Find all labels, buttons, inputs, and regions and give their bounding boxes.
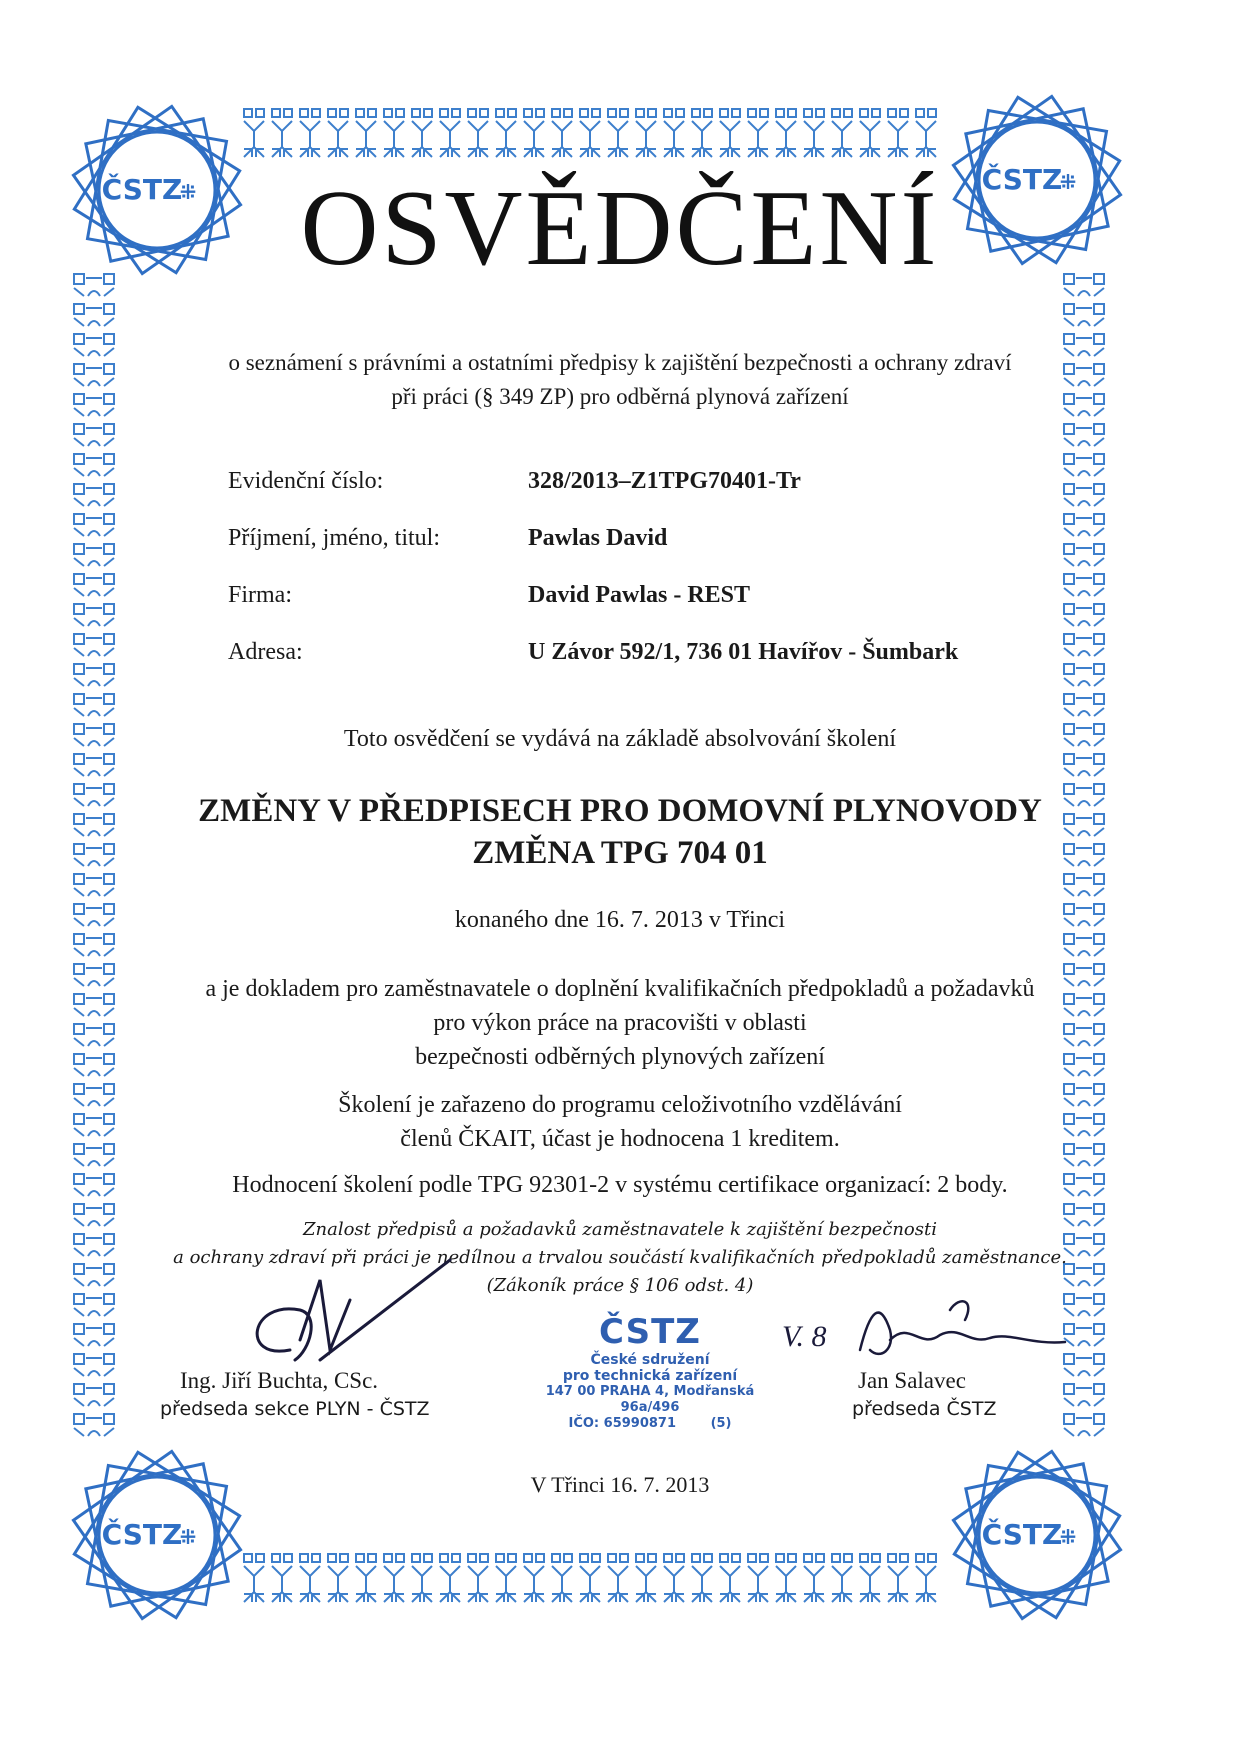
svg-text:ČSTZ: ČSTZ	[981, 163, 1063, 196]
svg-text:ČSTZ: ČSTZ	[101, 1518, 183, 1551]
proof-line-2: pro výkon práce na pracovišti v oblasti	[433, 1010, 807, 1036]
note-line-3: (Zákoník práce § 106 odst. 4)	[486, 1275, 754, 1296]
field-value-address: U Závor 592/1, 736 01 Havířov - Šumbark	[528, 639, 959, 665]
svg-text:ČSTZ: ČSTZ	[981, 1518, 1063, 1551]
signature-right	[840, 1290, 1070, 1380]
signatory-right-role: předseda ČSTZ	[852, 1398, 997, 1420]
stamp-line-4: IČO: 65990871	[568, 1416, 677, 1431]
subtitle-line-1: o seznámení s právními a ostatními předpisy k zajištění bezpečnosti a ochrany zdraví	[228, 350, 1012, 375]
field-value-record-number: 328/2013–Z1TPG70401-Tr	[528, 468, 801, 494]
field-label-company: Firma:	[228, 582, 292, 608]
certificate-title: OSVĚDČENÍ	[300, 169, 940, 288]
signature-left	[220, 1240, 460, 1380]
course-date-place: konaného dne 16. 7. 2013 v Třinci	[454, 907, 786, 933]
border-top	[240, 105, 940, 161]
signature-note: V. 8	[782, 1320, 827, 1353]
svg-text:⁜: ⁜	[179, 1525, 197, 1549]
field-label-name: Příjmení, jméno, titul:	[228, 525, 440, 551]
program-line-1: Školení je zařazeno do programu celoživotního vzdělávání	[338, 1092, 902, 1118]
proof-line-3: bezpečnosti odběrných plynových zařízení	[415, 1044, 825, 1070]
signatory-left-name: Ing. Jiří Buchta, CSc.	[180, 1368, 379, 1393]
signatory-left-role: předseda sekce PLYN - ČSTZ	[160, 1398, 430, 1420]
signatory-right-name: Jan Salavec	[858, 1368, 966, 1393]
stamp-line-2: pro technická zařízení	[562, 1368, 738, 1384]
program-line-2: členů ČKAIT, účast je hodnocena 1 kreditem.	[400, 1126, 840, 1152]
subtitle-line-2: při práci (§ 349 ZP) pro odběrná plynová zařízení	[391, 384, 849, 409]
field-label-address: Adresa:	[228, 639, 303, 665]
svg-text:⁜: ⁜	[179, 180, 197, 204]
stamp-mark: (5)	[710, 1416, 732, 1431]
note-line-1: Znalost předpisů a požadavků zaměstnavatele k zajištění bezpečnosti	[302, 1219, 938, 1240]
place-and-date: V Třinci 16. 7. 2013	[530, 1472, 710, 1497]
proof-line-1: a je dokladem pro zaměstnavatele o doplnění kvalifikačních předpokladů a požadavků	[205, 976, 1035, 1002]
svg-text:⁜: ⁜	[1059, 1525, 1077, 1549]
note-line-2: a ochrany zdraví při práci je nedílnou a trvalou součástí kvalifikačních předpokladů zaměstnance.	[173, 1247, 1067, 1268]
field-value-company: David Pawlas - REST	[528, 582, 751, 608]
border-bottom	[240, 1550, 940, 1606]
course-title-line-1: ZMĚNY V PŘEDPISECH PRO DOMOVNÍ PLYNOVODY	[198, 793, 1042, 829]
field-label-record-number: Evidenční číslo:	[228, 468, 384, 494]
evaluation-text: Hodnocení školení podle TPG 92301-2 v systému certifikace organizací: 2 body.	[232, 1172, 1008, 1198]
stamp-line-3: 147 00 PRAHA 4, Modřanská 96a/496	[545, 1384, 755, 1415]
organization-stamp	[520, 1312, 780, 1432]
stamp-line-1: České sdružení	[590, 1352, 710, 1368]
course-title-line-2: ZMĚNA TPG 704 01	[472, 835, 768, 871]
field-value-name: Pawlas David	[528, 525, 668, 551]
stamp-logo: ČSTZ	[599, 1312, 701, 1352]
issued-basis-text: Toto osvědčení se vydává na základě absolvování školení	[343, 726, 897, 752]
svg-text:⁜: ⁜	[1059, 170, 1077, 194]
svg-text:ČSTZ: ČSTZ	[101, 173, 183, 206]
